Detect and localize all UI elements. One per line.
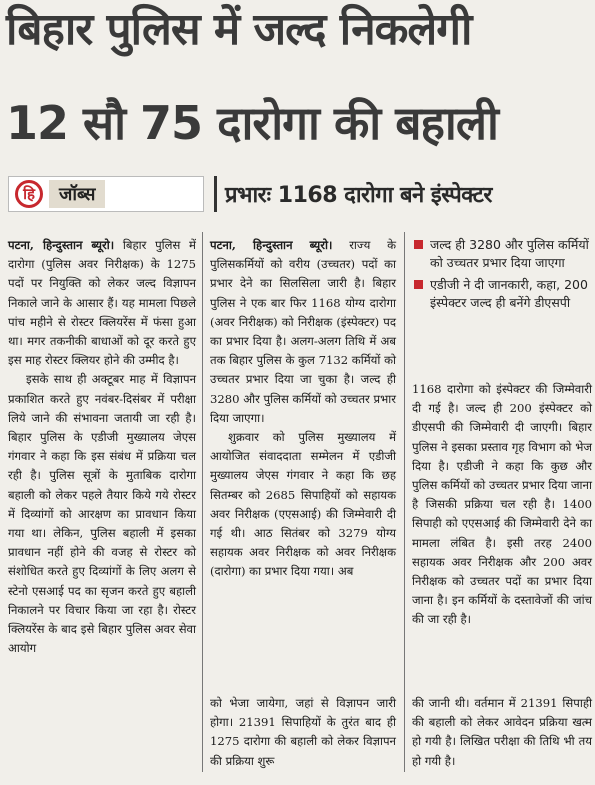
article-2-continuation [412, 380, 592, 630]
headline-line-2: 12 सौ 75 दारोगा की बहाली [6, 96, 498, 150]
article-1-column [8, 236, 196, 658]
article-1-continuation-a: को भेजा जायेगा, जहां से विज्ञापन जारी होगा। 21391 सिपाहियों के तुरंत बाद ही 1275 दारोगा की बहाली को लेकर विज्ञापन की प्रक्रिया शुरू [210, 696, 396, 768]
article-2-paragraph-3: 1168 दारोगा को इंस्पेक्टर की जिम्मेवारी दी गई है। जल्द ही 200 इंस्पेक्टर को डीएसपी की जिम्मेवारी दी जाएगी। बिहार पुलिस ने इसका प्रस्ताव गृह विभाग को भेज दिया है। एडीजी ने कहा कि कुछ और पुलिस कर्मियों को उच्चतर प्रभार दिया जाना है जिसकी प्रक्रिया चल रही है। 1400 सिपाही को एएसआई की जिम्मेवारी देने का मामला लंबित है। इसी तरह 2400 सहायक अवर निरीक्षक और 200 अवर निरीक्षक को उच्चतर पदों का प्रभार दिया जाना है। इन कर्मियों के दस्तावेजों की जांच की जा रही है। [412, 382, 592, 627]
sub-headline: प्रभारः 1168 दारोगा बने इंस्पेक्टर [214, 176, 590, 212]
highlight-text: जल्द ही 3280 और पुलिस कर्मियों को उच्चतर प्रभार दिया जाएगा [430, 237, 589, 270]
article-2-column [210, 236, 396, 582]
article-2-paragraph-1: राज्य के पुलिसकर्मियों को वरीय (उच्चतर) पदों का प्रभार देने का सिलसिला जारी है। बिहार पुलिस ने एक बार फिर 1168 योग्य दारोगा (अवर निरीक्षक) को निरीक्षक (इंस्पेक्टर) पद का प्रभार दिया है। अलग-अलग तिथि में अब तक बिहार पुलिस के कुल 7132 कर्मियों को उच्चतर प्रभार दिया जा चुका है। जल्द ही 3280 और पुलिस कर्मियों को उच्चतर प्रभार दिया जाएगा। [210, 238, 396, 425]
highlight-item [412, 276, 592, 312]
column-divider [202, 232, 203, 772]
square-bullet-icon [414, 280, 423, 289]
article-1-paragraph-2: इसके साथ ही अक्टूबर माह में विज्ञापन प्रकाशित करते हुए नवंबर-दिसंबर में परीक्षा लिये जाने की संभावना जतायी जा रही है। बिहार पुलिस के एडीजी मुख्यालय जेएस गंगवार ने कहा कि इस संबंध में प्रक्रिया चल रही है। पुलिस सूत्रों के मुताबिक दारोगा बहाली को लेकर पहले तैयार किये गये रोस्टर में दिव्यांगों को आरक्षण का प्रावधान किया गया था। लेकिन, पुलिस बहाली में इसका प्रावधान नहीं होने की वजह से रोस्टर को संशोधित करते हुए दिव्यांगों के लिए अलग से स्टेनो एसआई पद का सृजन करते हुए बहाली निकालने पर विचार किया जा रहा है। रोस्टर क्लियरेंस के बाद इसे बिहार पुलिस अवर सेवा आयोग [8, 372, 196, 656]
article-2-dateline: पटना, हिन्दुस्तान ब्यूरो। [210, 238, 333, 252]
square-bullet-icon [414, 240, 423, 249]
article-1-continuation-b: की जानी थी। वर्तमान में 21391 सिपाही की बहाली को लेकर आवेदन प्रक्रिया खत्म हो गयी है। लिखित परीक्षा की तिथि भी तय हो गयी है। [412, 696, 592, 768]
highlight-item [412, 236, 592, 272]
article-1-dateline: पटना, हिन्दुस्तान ब्यूरो। [8, 238, 115, 252]
hindustan-logo-icon: हि [15, 180, 43, 208]
column-divider [404, 232, 405, 772]
highlight-text: एडीजी ने दी जानकारी, कहा, 200 इंस्पेक्टर जल्द ही बनेंगे डीएसपी [430, 277, 588, 310]
section-label: जॉब्स [49, 180, 105, 208]
article-2-paragraph-2: शुक्रवार को पुलिस मुख्यालय में आयोजित संवाददाता सम्मेलन में एडीजी मुख्यालय जेएस गंगवार ने कहा कि छह सितम्बर को 2685 सिपाहियों को सहायक अवर निरीक्षक (एएसआई) की जिम्मेवारी दी गई थी। आठ सितंबर को 3279 योग्य सहायक अवर निरीक्षक को अवर निरीक्षक (दारोगा) का प्रभार दिया गया। अब [210, 430, 396, 579]
article-1-paragraph-1: बिहार पुलिस में दारोगा (पुलिस अवर निरीक्षक) के 1275 पदों पर नियुक्ति को लेकर जल्द विज्ञापन निकाले जाने के आसार हैं। यह मामला पिछले पांच महीने से रोस्टर क्लियरेंस में फंसा हुआ था। मगर तकनीकी बाधाओं को दूर करते हुए इस माह रोस्टर क्लियर होने की उम्मीद है। [8, 238, 196, 368]
highlights-box [412, 236, 592, 316]
section-tag [8, 176, 204, 212]
headline-line-1: बिहार पुलिस में जल्द निकलेगी [6, 4, 472, 55]
